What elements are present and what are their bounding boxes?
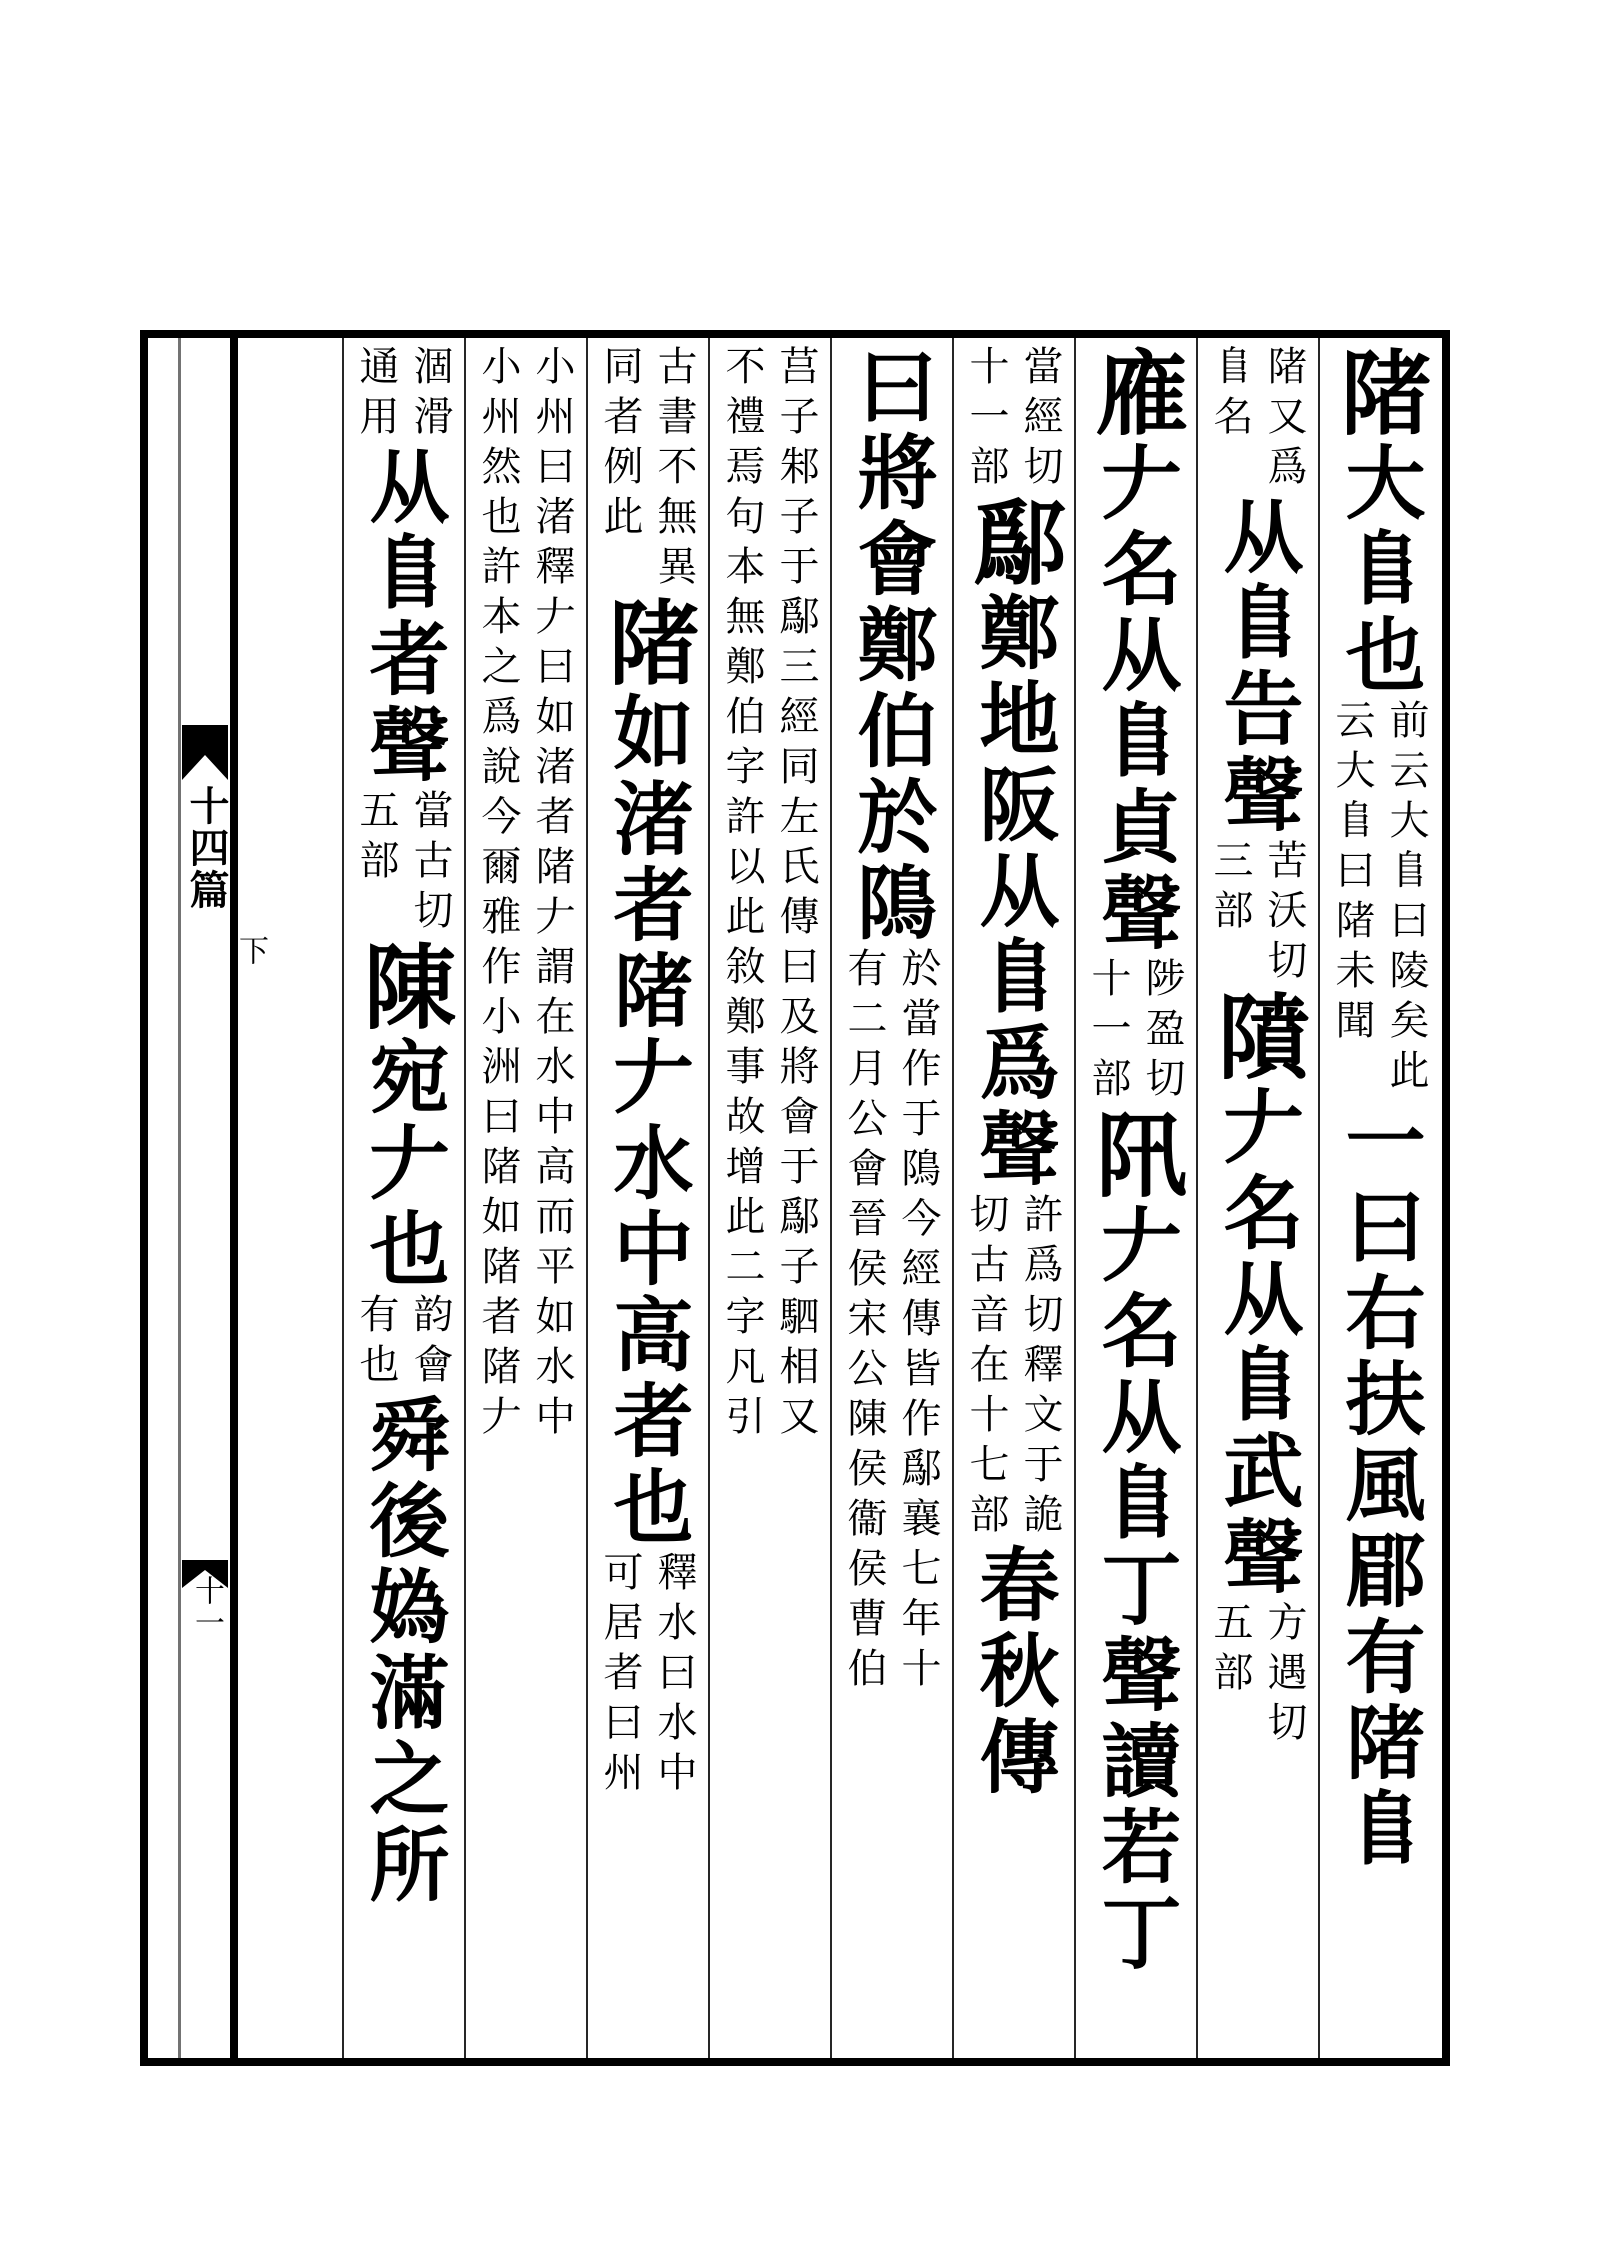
annotation-line: 陼又爲 <box>1261 345 1307 495</box>
main-text: 曰將會鄭伯於隝 <box>844 345 938 947</box>
annotation-line: 前云大𨸏曰陵矣此 <box>1383 699 1429 1099</box>
main-text: 如渚者陼𠂇水中高者也 <box>600 691 694 1551</box>
headword-character: 陼 <box>593 595 701 691</box>
headword-character: 阠 <box>1081 1107 1189 1203</box>
text-column <box>1318 345 1440 2055</box>
annotation-line: 苦沃切 <box>1261 839 1307 989</box>
annotation-line: 可居者曰州 <box>597 1551 643 1801</box>
text-column <box>708 345 830 2055</box>
margin-volume-label: 十四篇 <box>183 785 230 911</box>
annotation-line: 釋水曰水中 <box>651 1551 697 1801</box>
headword-character: 䧹 <box>1081 345 1189 441</box>
annotation-line: 不禮焉句本無鄭伯字許以此敘鄭事故增此二字凡引 <box>719 345 765 1445</box>
frame-top-border <box>140 330 1450 338</box>
annotation-line: 有也 <box>353 1293 399 1393</box>
annotation-line: 三部 <box>1207 839 1253 939</box>
annotation-line: 五部 <box>1207 1601 1253 1701</box>
main-text: 一曰右扶風郿有陼𨸏 <box>1332 1099 1426 1873</box>
annotation-line: 當古切 <box>407 789 453 939</box>
annotation-note <box>1207 345 1307 495</box>
margin-page-number: 十一 <box>189 1575 224 1639</box>
headword-character: 隫 <box>1203 989 1311 1085</box>
frame-left-border <box>140 330 148 2066</box>
margin-divider-thin <box>178 330 181 2066</box>
annotation-line: 韵會 <box>407 1293 453 1393</box>
annotation-note <box>597 345 697 595</box>
annotation-line: 方遇切 <box>1261 1601 1307 1751</box>
text-column <box>1074 345 1196 2055</box>
headword-character: 鄬 <box>959 495 1067 591</box>
annotation-line: 通用 <box>353 345 399 445</box>
annotation-note <box>719 345 819 1445</box>
annotation-line: 五部 <box>353 789 399 889</box>
text-column <box>952 345 1074 2055</box>
annotation-line: 當經切 <box>1017 345 1063 495</box>
annotation-note <box>475 345 575 1445</box>
main-text: 从𨸏告聲 <box>1210 495 1304 839</box>
main-text: 𠂇名从𨸏貞聲 <box>1088 441 1182 957</box>
annotation-line: 同者例此 <box>597 345 643 545</box>
annotation-line: 涸滑 <box>407 345 453 445</box>
frame-right-border <box>1442 330 1450 2066</box>
annotation-line: 有二月公會晉侯宋公陳侯衞侯曹伯 <box>841 947 887 1697</box>
annotation-line: 古書不無異 <box>651 345 697 595</box>
annotation-note <box>1085 957 1185 1107</box>
annotation-line: 十一部 <box>1085 957 1131 1107</box>
headword-character: 陼 <box>1325 345 1433 441</box>
main-text: 春秋傳 <box>966 1543 1060 1801</box>
text-column <box>1196 345 1318 2055</box>
annotation-line: 十一部 <box>963 345 1009 495</box>
main-text: 舜後媯滿之所 <box>356 1393 450 1909</box>
main-text: 𠂇名从𨸏丁聲讀若丁 <box>1088 1203 1182 1977</box>
fishtail-ornament-icon <box>182 725 228 780</box>
annotation-note <box>353 789 453 939</box>
margin-section-label: 下 <box>233 935 268 967</box>
annotation-line: 陟盈切 <box>1139 957 1185 1107</box>
annotation-note <box>963 1193 1063 1543</box>
main-text: 𠂇名从𨸏武聲 <box>1210 1085 1304 1601</box>
main-text: 鄭地阪从𨸏爲聲 <box>966 591 1060 1193</box>
annotation-note <box>1207 1601 1307 1751</box>
annotation-note <box>353 345 453 445</box>
annotation-line: 𨸏名 <box>1207 345 1253 445</box>
text-column <box>830 345 952 2055</box>
annotation-line: 小州然也許本之爲說今爾雅作小洲曰陼如陼者陼𠂇 <box>475 345 521 1445</box>
annotation-line: 莒子邾子于鄬三經同左氏傳曰及將會于鄬子駟相又 <box>773 345 819 1445</box>
annotation-line: 許爲切釋文于詭 <box>1017 1193 1063 1543</box>
annotation-note <box>353 1293 453 1393</box>
text-column <box>586 345 708 2055</box>
annotation-line: 於當作于隝今經傳皆作鄬襄七年十 <box>895 947 941 1697</box>
annotation-note <box>1329 699 1429 1099</box>
text-column <box>464 345 586 2055</box>
frame-bottom-border <box>140 2058 1450 2066</box>
annotation-line: 小州曰渚釋𠂇曰如渚者陼𠂇謂在水中高而平如水中 <box>529 345 575 1445</box>
main-text: 宛𠂇也 <box>356 1035 450 1293</box>
main-text: 大𨸏也 <box>1332 441 1426 699</box>
text-column <box>342 345 464 2055</box>
annotation-note <box>1207 839 1307 989</box>
main-text: 从𨸏者聲 <box>356 445 450 789</box>
margin-divider <box>230 330 238 2066</box>
annotation-note <box>841 947 941 1697</box>
annotation-line: 云大𨸏曰陼未聞 <box>1329 699 1375 1049</box>
annotation-note <box>597 1551 697 1801</box>
annotation-note <box>963 345 1063 495</box>
headword-character: 陳 <box>349 939 457 1035</box>
annotation-line: 切古音在十七部 <box>963 1193 1009 1543</box>
